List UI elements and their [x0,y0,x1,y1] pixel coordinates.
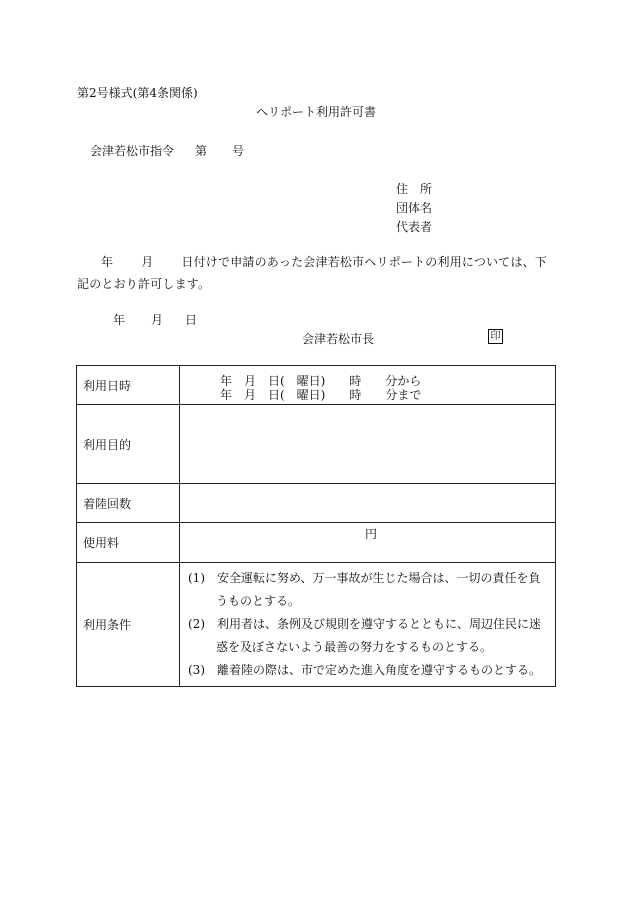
mayor-title: 会津若松市長 [302,332,375,346]
condition-item: (2) 利用者は、条例及び規則を遵守するとともに、周辺住民に迷惑を及ぼさないよう最善の努力をするものとする。 [188,617,542,654]
fee-label: 使用料 [77,523,180,563]
permission-text [77,251,555,295]
time-from: 年 月 日( 曜日) 時 分から [220,374,422,388]
table-row [77,405,556,484]
fee-value [180,523,556,563]
order-prefix: 会津若松市指令 [90,144,175,158]
conditions-list [180,563,556,687]
permit-table [76,365,556,687]
order-dai: 第 [195,144,208,158]
issue-date [113,311,197,328]
body-month: 月 [141,255,154,269]
date-value [180,366,556,405]
date-label: 利用日時 [77,366,180,405]
condition-item: (3) 離着陸の際は、市で定めた進入角度を遵守するものとする。 [188,663,542,677]
table-row [77,366,556,405]
body-year: 年 [101,255,114,269]
issue-month: 月 [151,313,164,327]
fee-unit: 円 [365,527,378,541]
table-row [77,563,556,687]
purpose-label: 利用目的 [77,405,180,484]
conditions-label: 利用条件 [77,563,180,687]
address-label: 住 所 [396,182,433,196]
body-text: 日付けで申請のあった会津若松市ヘリポートの利用については、下記のとおり許可します。 [77,255,548,291]
representative-label: 代表者 [396,220,433,234]
seal-mark: 印 [488,329,503,344]
landings-value [180,484,556,523]
issue-year: 年 [113,313,126,327]
condition-item: (1) 安全運転に努め、万一事故が生じた場合は、一切の責任を負うものとする。 [188,571,541,608]
issue-day: 日 [185,313,198,327]
document-title: ヘリポート利用許可書 [256,105,377,119]
table-row [77,484,556,523]
time-to: 年 月 日( 曜日) 時 分まで [220,388,422,402]
purpose-value [180,405,556,484]
landings-label: 着陸回数 [77,484,180,523]
table-row [77,523,556,563]
form-number: 第2号様式(第4条関係) [77,86,198,100]
organization-label: 団体名 [396,201,433,215]
order-go: 号 [232,144,245,158]
